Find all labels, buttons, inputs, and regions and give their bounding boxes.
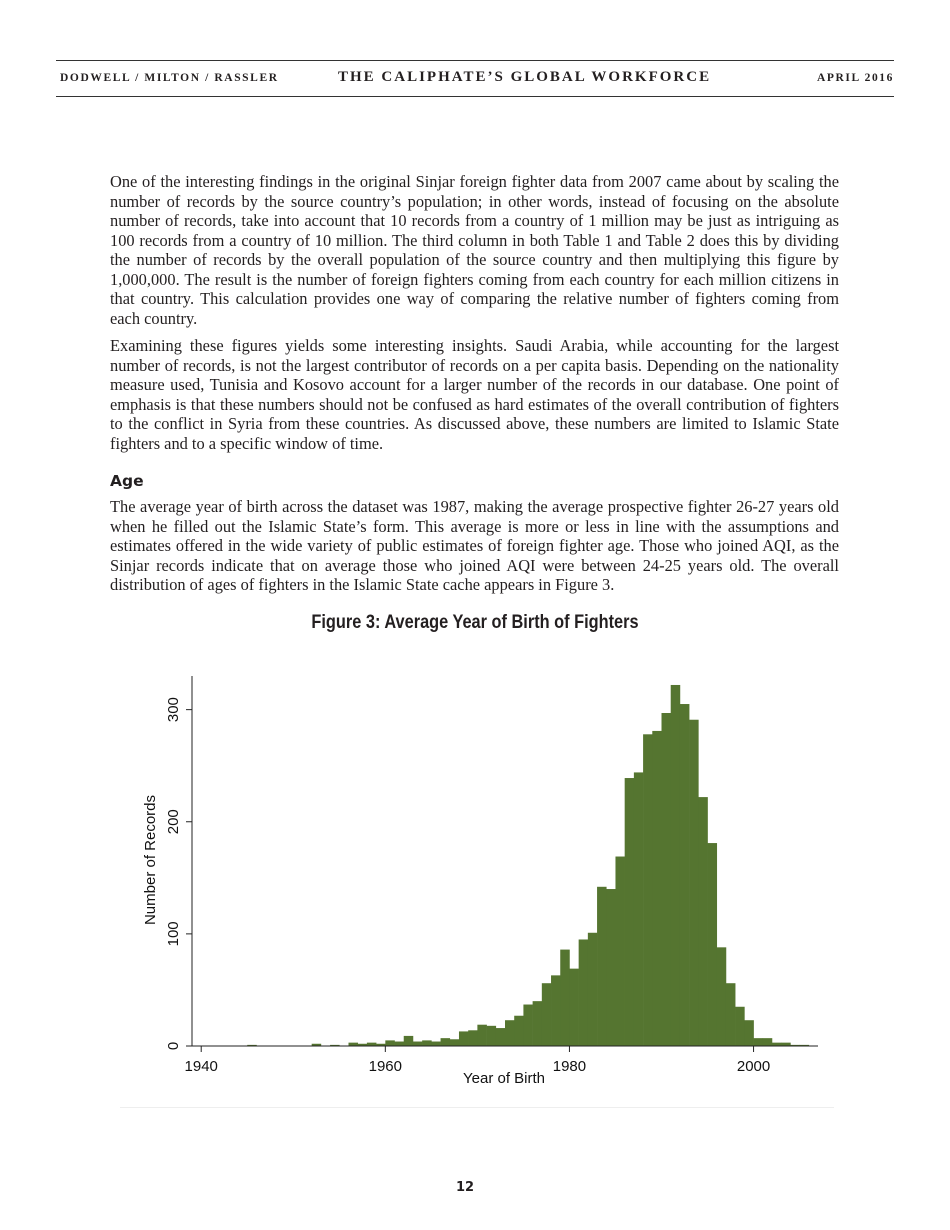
- y-tick-label: 300: [165, 697, 182, 723]
- y-tick-label: 100: [165, 921, 182, 947]
- x-axis-label: Year of Birth: [463, 1070, 545, 1087]
- histogram-bar: [597, 887, 607, 1046]
- histogram-bar: [349, 1043, 359, 1046]
- histogram-bar: [441, 1038, 451, 1046]
- histogram-bar: [615, 857, 625, 1046]
- header-authors: DODWELL / MILTON / RASSLER: [60, 72, 279, 84]
- histogram-bar: [551, 975, 561, 1046]
- paragraph-insights: Examining these figures yields some interesting insights. Saudi Arabia, while accounting for the largest number of records, is not the largest contributor of records on a per capita basis. Depending on the nationality measure used, Tunisia and Kosovo account for a larger number of the records in our database. One point of emphasis is that these numbers should not be confused as hard estimates of the overall contribution of fighters to the conflict in Syria from these countries. As discussed above, these numbers are limited to Islamic State fighters and to a specific window of time.: [110, 336, 839, 453]
- histogram-bar: [569, 969, 579, 1046]
- bar-group: [247, 685, 809, 1046]
- histogram-bar: [744, 1020, 754, 1046]
- x-tick-label: 1960: [368, 1058, 403, 1075]
- paragraph-age: The average year of birth across the dataset was 1987, making the average prospective fighter 26-27 years old when he filled out the Islamic State’s form. This average is more or less in line with the assumptions and estimates offered in the wide variety of public estimates of foreign fighter age. Those who joined AQI, as the Sinjar records indicate that on average those who joined AQI were between 24-25 years old. The overall distribution of ages of fighters in the Islamic State cache appears in Figure 3.: [110, 497, 839, 594]
- y-axis-label: Number of Records: [142, 794, 159, 926]
- histogram-bar: [698, 797, 708, 1046]
- histogram-bar: [689, 720, 699, 1046]
- histogram-bar: [404, 1036, 414, 1046]
- histogram-bar: [680, 704, 690, 1046]
- histogram-bar: [385, 1040, 395, 1046]
- histogram-bar: [588, 933, 598, 1046]
- y-axis-ticks: [165, 697, 192, 1050]
- section-heading-age: Age: [110, 472, 144, 490]
- figure-divider: [120, 1107, 834, 1108]
- histogram-bar: [579, 939, 589, 1046]
- histogram-bar: [413, 1042, 423, 1046]
- histogram-bar: [717, 947, 727, 1046]
- histogram-bar: [772, 1043, 782, 1046]
- histogram-bar: [514, 1016, 524, 1046]
- histogram-bar: [523, 1005, 533, 1046]
- histogram-bar: [652, 731, 662, 1046]
- figure-title: Figure 3: Average Year of Birth of Fighters: [311, 612, 639, 633]
- header-title: THE CALIPHATE’S GLOBAL WORKFORCE: [338, 69, 712, 85]
- histogram-bar: [763, 1038, 773, 1046]
- x-tick-label: 1980: [552, 1058, 587, 1075]
- header-date: APRIL 2016: [816, 72, 894, 84]
- x-tick-label: 2000: [736, 1058, 771, 1075]
- histogram-bar: [459, 1031, 469, 1046]
- y-tick-label: 200: [165, 809, 182, 835]
- histogram-bar: [496, 1028, 506, 1046]
- histogram-bar: [533, 1001, 543, 1046]
- histogram-bar: [735, 1007, 745, 1046]
- histogram-bar: [726, 983, 736, 1046]
- histogram-bar: [606, 889, 616, 1046]
- histogram-bar: [468, 1030, 478, 1046]
- histogram-bar: [643, 734, 653, 1046]
- page-number: 12: [455, 1180, 475, 1195]
- histogram-bar: [754, 1038, 764, 1046]
- histogram-bar: [542, 983, 552, 1046]
- paragraph-per-capita: One of the interesting findings in the original Sinjar foreign fighter data from 2007 came about by scaling the number of records by the source country’s population; in other words, instead of focusing on the absolute number of records, take into account that 10 records from a country of 1 million may be just as intriguing as 100 records from a country of 10 million. The third column in both Table 1 and Table 2 does this by dividing the number of records by the overall population of the source country and then multiplying this figure by 1,000,000. The result is the number of foreign fighters coming from each country for each million citizens in that country. This calculation provides one way of comparing the relative number of fighters coming from each country.: [110, 172, 839, 328]
- histogram-bar: [781, 1043, 791, 1046]
- x-tick-label: 1940: [184, 1058, 218, 1075]
- histogram-bar: [634, 772, 644, 1046]
- histogram-bar: [422, 1040, 432, 1046]
- histogram-bar: [708, 843, 718, 1046]
- histogram-bar: [505, 1020, 515, 1046]
- histogram-bar: [431, 1042, 441, 1046]
- histogram-bar: [477, 1025, 487, 1046]
- histogram-bar: [625, 778, 635, 1046]
- histogram-bar: [671, 685, 681, 1046]
- histogram-bar: [662, 713, 672, 1046]
- running-header: [56, 60, 894, 97]
- histogram-chart: [0, 650, 950, 1100]
- histogram-bar: [367, 1043, 377, 1046]
- histogram-bar: [487, 1026, 497, 1046]
- histogram-bar: [395, 1042, 405, 1046]
- histogram-bar: [450, 1039, 460, 1046]
- y-tick-label: 0: [165, 1041, 182, 1051]
- histogram-bar: [560, 950, 570, 1046]
